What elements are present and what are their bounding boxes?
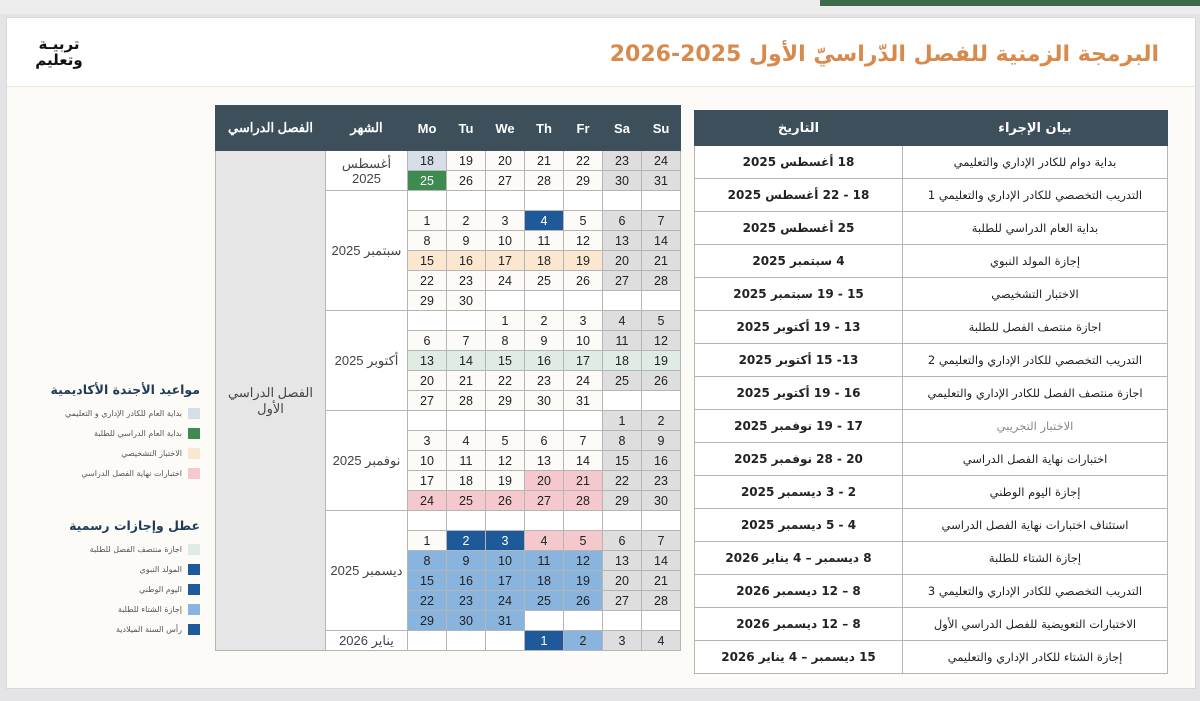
procedure-cell: استئناف اختبارات نهاية الفصل الدراسي [903,509,1168,542]
legend-label: رأس السنة الميلادية [116,624,182,634]
calendar-header-row [216,106,681,151]
day-cell: 8 [408,231,447,251]
procedure-cell: التدريب التخصصي للكادر الإداري والتعليمي 3 [903,575,1168,608]
day-cell: 1 [408,211,447,231]
day-cell: 28 [525,171,564,191]
legend-academic-agenda [30,382,200,487]
empty-day-cell [447,311,486,331]
day-cell: 17 [486,251,525,271]
day-cell: 26 [564,271,603,291]
date-cell: 20 - 28 نوفمبر 2025 [695,443,903,476]
legend-swatch [188,564,200,575]
day-cell: 26 [642,371,681,391]
procedure-cell: الاختبار التشخيصي [903,278,1168,311]
day-cell: 5 [642,311,681,331]
ministry-logo [29,36,89,68]
legend-item [30,563,200,575]
day-cell: 21 [447,371,486,391]
day-cell: 29 [408,291,447,311]
date-cell: 25 أغسطس 2025 [695,212,903,245]
day-cell: 2 [447,211,486,231]
day-cell: 8 [408,551,447,571]
day-cell: 9 [447,551,486,571]
empty-day-cell [642,391,681,411]
day-cell: 7 [564,431,603,451]
date-cell: 15 ديسمبر – 4 يناير 2026 [695,641,903,674]
legend-item [30,623,200,635]
day-cell: 1 [603,411,642,431]
procedure-cell: إجازة المولد النبوي [903,245,1168,278]
day-cell: 20 [525,471,564,491]
day-cell: 17 [486,571,525,591]
day-cell: 12 [642,331,681,351]
month-label: ديسمبر 2025 [326,511,408,631]
schedule-row [695,575,1168,608]
day-cell: 4 [642,631,681,651]
date-cell: 17 - 19 نوفمبر 2025 [695,410,903,443]
legend-label: اجازة منتصف الفصل للطلبة [89,544,182,554]
empty-day-cell [603,511,642,531]
day-cell: 6 [525,431,564,451]
day-cell: 18 [408,151,447,171]
day-cell: 10 [564,331,603,351]
procedure-cell: إجازة اليوم الوطني [903,476,1168,509]
day-cell: 31 [486,611,525,631]
day-cell: 30 [603,171,642,191]
month-label: يناير 2026 [326,631,408,651]
empty-day-cell [525,511,564,531]
day-cell: 25 [525,271,564,291]
day-cell: 23 [642,471,681,491]
day-cell: 25 [408,171,447,191]
day-cell: 11 [447,451,486,471]
header-day: Su [642,106,681,151]
day-cell: 19 [564,571,603,591]
day-cell: 2 [564,631,603,651]
legend-holidays-title: عطل وإجازات رسمية [69,518,200,533]
day-cell: 17 [564,351,603,371]
empty-day-cell [603,291,642,311]
schedule-row [695,641,1168,674]
header-day: We [486,106,525,151]
day-cell: 4 [525,531,564,551]
day-cell: 11 [603,331,642,351]
empty-day-cell [525,191,564,211]
legend-swatch [188,604,200,615]
day-cell: 12 [486,451,525,471]
header-day: Mo [408,106,447,151]
day-cell: 29 [486,391,525,411]
empty-day-cell [408,311,447,331]
day-cell: 29 [564,171,603,191]
day-cell: 21 [564,471,603,491]
day-cell: 31 [564,391,603,411]
day-cell: 25 [525,591,564,611]
day-cell: 1 [525,631,564,651]
schedule-row [695,377,1168,410]
day-cell: 15 [408,251,447,271]
day-cell: 26 [486,491,525,511]
day-cell: 21 [525,151,564,171]
day-cell: 12 [564,551,603,571]
day-cell: 26 [447,171,486,191]
empty-day-cell [447,191,486,211]
term-label: الفصل الدراسي الأول [216,151,326,651]
empty-day-cell [525,611,564,631]
legend-swatch [188,448,200,459]
day-cell: 25 [447,491,486,511]
day-cell: 30 [447,611,486,631]
empty-day-cell [642,511,681,531]
day-cell: 28 [642,271,681,291]
day-cell: 17 [408,471,447,491]
day-cell: 14 [642,231,681,251]
empty-day-cell [408,411,447,431]
day-cell: 18 [525,571,564,591]
legend-label: اليوم الوطني [139,584,182,594]
legend-label: المولد النبوي [139,564,182,574]
empty-day-cell [642,611,681,631]
legend-item [30,427,200,439]
day-cell: 18 [603,351,642,371]
day-cell: 9 [525,331,564,351]
empty-day-cell [486,411,525,431]
legend-swatch [188,468,200,479]
day-cell: 13 [525,451,564,471]
day-cell: 24 [486,271,525,291]
day-cell: 15 [603,451,642,471]
empty-day-cell [447,511,486,531]
day-cell: 2 [525,311,564,331]
header-month: الشهر [326,106,408,151]
header-day: Th [525,106,564,151]
day-cell: 25 [603,371,642,391]
date-cell: 8 – 12 ديسمبر 2026 [695,575,903,608]
day-cell: 5 [564,211,603,231]
document-header [7,18,1195,87]
date-cell: 4 سبتمبر 2025 [695,245,903,278]
day-cell: 22 [603,471,642,491]
day-cell: 20 [486,151,525,171]
day-cell: 15 [486,351,525,371]
day-cell: 1 [486,311,525,331]
empty-day-cell [525,411,564,431]
day-cell: 19 [642,351,681,371]
date-cell: 8 – 12 ديسمبر 2026 [695,608,903,641]
day-cell: 23 [525,371,564,391]
schedule-row [695,212,1168,245]
day-cell: 20 [408,371,447,391]
day-cell: 22 [408,591,447,611]
procedure-cell: التدريب التخصصي للكادر الإداري والتعليمي 1 [903,179,1168,212]
legend-item [30,447,200,459]
date-cell: 2 - 3 ديسمبر 2025 [695,476,903,509]
empty-day-cell [603,391,642,411]
empty-day-cell [486,511,525,531]
day-cell: 27 [603,271,642,291]
schedule-row [695,542,1168,575]
day-cell: 11 [525,551,564,571]
day-cell: 19 [564,251,603,271]
day-cell: 13 [603,231,642,251]
schedule-row [695,278,1168,311]
day-cell: 3 [486,211,525,231]
empty-day-cell [447,631,486,651]
empty-day-cell [408,191,447,211]
legend-item [30,467,200,479]
day-cell: 15 [408,571,447,591]
legend-item [30,543,200,555]
day-cell: 9 [447,231,486,251]
legend-label: بداية العام الدراسي للطلبة [93,428,182,438]
empty-day-cell [408,511,447,531]
procedure-cell: بداية العام الدراسي للطلبة [903,212,1168,245]
schedule-row [695,179,1168,212]
day-cell: 9 [642,431,681,451]
day-cell: 30 [642,491,681,511]
day-cell: 29 [603,491,642,511]
day-cell: 14 [447,351,486,371]
day-cell: 16 [525,351,564,371]
legend-item [30,603,200,615]
date-cell: 13- 15 أكتوبر 2025 [695,344,903,377]
day-cell: 5 [564,531,603,551]
date-cell: 18 - 22 أغسطس 2025 [695,179,903,212]
legend-swatch [188,624,200,635]
day-cell: 7 [447,331,486,351]
day-cell: 6 [603,531,642,551]
month-label: أغسطس 2025 [326,151,408,191]
month-label: أكتوبر 2025 [326,311,408,411]
day-cell: 18 [447,471,486,491]
day-cell: 20 [603,251,642,271]
day-cell: 29 [408,611,447,631]
day-cell: 19 [447,151,486,171]
empty-day-cell [525,291,564,311]
empty-day-cell [486,291,525,311]
legend-item [30,583,200,595]
schedule-row [695,443,1168,476]
date-cell: 15 - 19 سبتمبر 2025 [695,278,903,311]
empty-day-cell [564,291,603,311]
day-cell: 4 [447,431,486,451]
empty-day-cell [642,291,681,311]
schedule-row [695,476,1168,509]
calendar-table [215,105,681,651]
date-cell: 16 - 19 أكتوبر 2025 [695,377,903,410]
day-cell: 13 [603,551,642,571]
schedule-row [695,146,1168,179]
schedule-row [695,608,1168,641]
empty-day-cell [603,611,642,631]
procedure-cell: اجازة منتصف الفصل للكادر الإداري والتعليمي [903,377,1168,410]
header-date: التاريخ [695,111,903,146]
day-cell: 3 [486,531,525,551]
day-cell: 10 [408,451,447,471]
day-cell: 19 [486,471,525,491]
day-cell: 30 [525,391,564,411]
empty-day-cell [564,191,603,211]
day-cell: 3 [408,431,447,451]
day-cell: 20 [603,571,642,591]
legend-label: بداية العام للكادر الإداري و التعليمي [64,408,182,418]
legend-swatch [188,584,200,595]
date-cell: 4 - 5 ديسمبر 2025 [695,509,903,542]
day-cell: 21 [642,251,681,271]
day-cell: 18 [525,251,564,271]
day-cell: 10 [486,231,525,251]
day-cell: 6 [603,211,642,231]
legend-item [30,407,200,419]
day-cell: 3 [564,311,603,331]
header-day: Tu [447,106,486,151]
procedure-cell: الاختبار التجريبي [903,410,1168,443]
day-cell: 4 [525,211,564,231]
procedure-cell: التدريب التخصصي للكادر الإداري والتعليمي 2 [903,344,1168,377]
day-cell: 27 [525,491,564,511]
procedure-cell: اجازة منتصف الفصل للطلبة [903,311,1168,344]
day-cell: 28 [447,391,486,411]
day-cell: 27 [486,171,525,191]
day-cell: 24 [564,371,603,391]
day-cell: 16 [447,571,486,591]
header-day: Sa [603,106,642,151]
schedule-row [695,344,1168,377]
logo-line-1: تربيـة [38,35,80,53]
day-cell: 22 [486,371,525,391]
legend-swatch [188,428,200,439]
day-cell: 2 [447,531,486,551]
legend-label: الاختبار التشخيصي [121,448,182,458]
day-cell: 11 [525,231,564,251]
day-cell: 24 [408,491,447,511]
day-cell: 31 [642,171,681,191]
empty-day-cell [408,631,447,651]
month-label: سبتمبر 2025 [326,191,408,311]
schedule-header-row [695,111,1168,146]
header-procedure: بيان الإجراء [903,111,1168,146]
empty-day-cell [564,411,603,431]
month-label: نوفمبر 2025 [326,411,408,511]
day-cell: 21 [642,571,681,591]
day-cell: 23 [603,151,642,171]
schedule-row [695,311,1168,344]
day-cell: 12 [564,231,603,251]
day-cell: 24 [642,151,681,171]
day-cell: 7 [642,531,681,551]
day-cell: 16 [642,451,681,471]
schedule-table [694,110,1168,674]
day-cell: 3 [603,631,642,651]
empty-day-cell [447,411,486,431]
legend-academic-title: مواعيد الأجندة الأكاديمية [50,382,200,397]
day-cell: 28 [564,491,603,511]
day-cell: 5 [486,431,525,451]
empty-day-cell [642,191,681,211]
day-cell: 4 [603,311,642,331]
top-bar [0,0,1200,14]
legend-swatch [188,544,200,555]
day-cell: 27 [408,391,447,411]
day-cell: 14 [564,451,603,471]
procedure-cell: إجازة الشتاء للطلبة [903,542,1168,575]
schedule-row [695,245,1168,278]
calendar-week-row [216,151,681,171]
day-cell: 2 [642,411,681,431]
day-cell: 16 [447,251,486,271]
day-cell: 23 [447,271,486,291]
empty-day-cell [564,611,603,631]
procedure-cell: بداية دوام للكادر الإداري والتعليمي [903,146,1168,179]
day-cell: 22 [564,151,603,171]
page-title: البرمجة الزمنية للفصل الدّراسيّ الأول 2025-2026 [609,42,1159,67]
day-cell: 30 [447,291,486,311]
day-cell: 10 [486,551,525,571]
day-cell: 24 [486,591,525,611]
header-term: الفصل الدراسي [216,106,326,151]
day-cell: 8 [486,331,525,351]
header-day: Fr [564,106,603,151]
schedule-row [695,410,1168,443]
day-cell: 22 [408,271,447,291]
day-cell: 13 [408,351,447,371]
top-accent-bar [820,0,1200,6]
date-cell: 18 أغسطس 2025 [695,146,903,179]
procedure-cell: إجازة الشتاء للكادر الإداري والتعليمي [903,641,1168,674]
empty-day-cell [486,631,525,651]
procedure-cell: الاختبارات التعويضية للفصل الدراسي الأول [903,608,1168,641]
schedule-row [695,509,1168,542]
day-cell: 14 [642,551,681,571]
logo-line-2: وتعليم [35,51,83,69]
day-cell: 1 [408,531,447,551]
day-cell: 6 [408,331,447,351]
day-cell: 7 [642,211,681,231]
empty-day-cell [603,191,642,211]
legend-swatch [188,408,200,419]
empty-day-cell [486,191,525,211]
legend-official-holidays [30,518,200,643]
day-cell: 27 [603,591,642,611]
legend-label: إجازة الشتاء للطلبة [117,604,182,614]
procedure-cell: اختبارات نهاية الفصل الدراسي [903,443,1168,476]
day-cell: 26 [564,591,603,611]
day-cell: 28 [642,591,681,611]
day-cell: 23 [447,591,486,611]
empty-day-cell [564,511,603,531]
day-cell: 8 [603,431,642,451]
date-cell: 13 - 19 أكتوبر 2025 [695,311,903,344]
date-cell: 8 ديسمبر – 4 يناير 2026 [695,542,903,575]
legend-label: اختبارات نهاية الفصل الدراسي [81,468,182,478]
